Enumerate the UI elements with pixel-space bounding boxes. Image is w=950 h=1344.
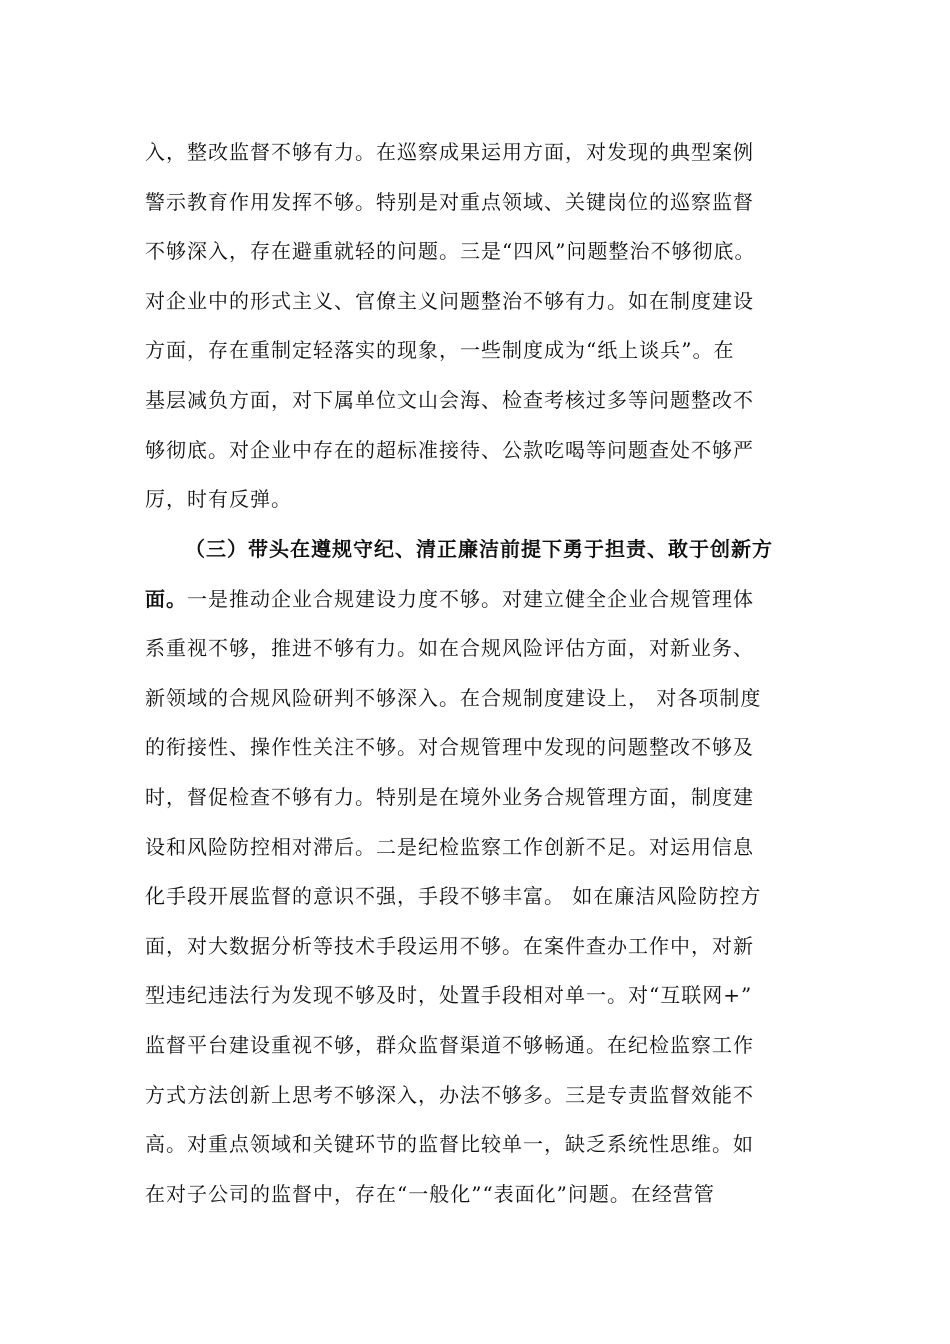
text-line: 基层减负方面，对下属单位文山会海、检查考核过多等问题整改不 (145, 388, 754, 412)
section-heading-end: 面。 (145, 587, 187, 611)
text-line: 设和风险防控相对滞后。二是纪检监察工作创新不足。对运用信息 (145, 835, 754, 859)
text-line: 新领域的合规风险研判不够深入。在合规制度建设上， 对各项制度 (145, 686, 762, 710)
text-line: 够彻底。对企业中存在的超标准接待、公款吃喝等问题查处不够严 (145, 438, 754, 462)
text-line: 型违纪违法行为发现不够及时，处置手段相对单一。对“互联网+” (145, 983, 753, 1007)
text-line: 监督平台建设重视不够，群众监督渠道不够畅通。在纪检监察工作 (145, 1033, 754, 1057)
text-line: 面，对大数据分析等技术手段运用不够。在案件查办工作中，对新 (145, 934, 754, 958)
text-line: 高。对重点领域和关键环节的监督比较单一，缺乏系统性思维。如 (145, 1132, 754, 1156)
text-line: 警示教育作用发挥不够。特别是对重点领域、关键岗位的巡察监督 (145, 190, 754, 214)
heading-continuation-line (145, 583, 935, 615)
section-heading: （三）带头在遵规守纪、清正廉洁前提下勇于担责、敢于创新方 (185, 537, 773, 561)
text-line: 入，整改监督不够有力。在巡察成果运用方面，对发现的典型案例 (145, 140, 754, 164)
text-line: 对企业中的形式主义、官僚主义问题整治不够有力。如在制度建设 (145, 289, 754, 313)
text-line: 的衔接性、操作性关注不够。对合规管理中发现的问题整改不够及 (145, 735, 754, 759)
text-line: 方式方法创新上思考不够深入，办法不够多。三是专责监督效能不 (145, 1083, 754, 1107)
text-line: 时，督促检查不够有力。特别是在境外业务合规管理方面，制度建 (145, 785, 754, 809)
text-line: 在对子公司的监督中，存在“一般化”“表面化”问题。在经营管 (145, 1182, 715, 1206)
text-line: 一是推动企业合规建设力度不够。对建立健全企业合规管理体 (187, 587, 754, 611)
text-line: 系重视不够，推进不够有力。如在合规风险评估方面，对新业务、 (145, 636, 754, 660)
text-line: 化手段开展监督的意识不强，手段不够丰富。 如在廉洁风险防控方 (145, 884, 762, 908)
text-line: 不够深入，存在避重就轻的问题。三是“四风”问题整治不够彻底。 (145, 239, 756, 263)
text-line: 方面，存在重制定轻落实的现象，一些制度成为“纸上谈兵”。在 (145, 338, 735, 362)
text-line: 厉，时有反弹。 (145, 487, 292, 511)
